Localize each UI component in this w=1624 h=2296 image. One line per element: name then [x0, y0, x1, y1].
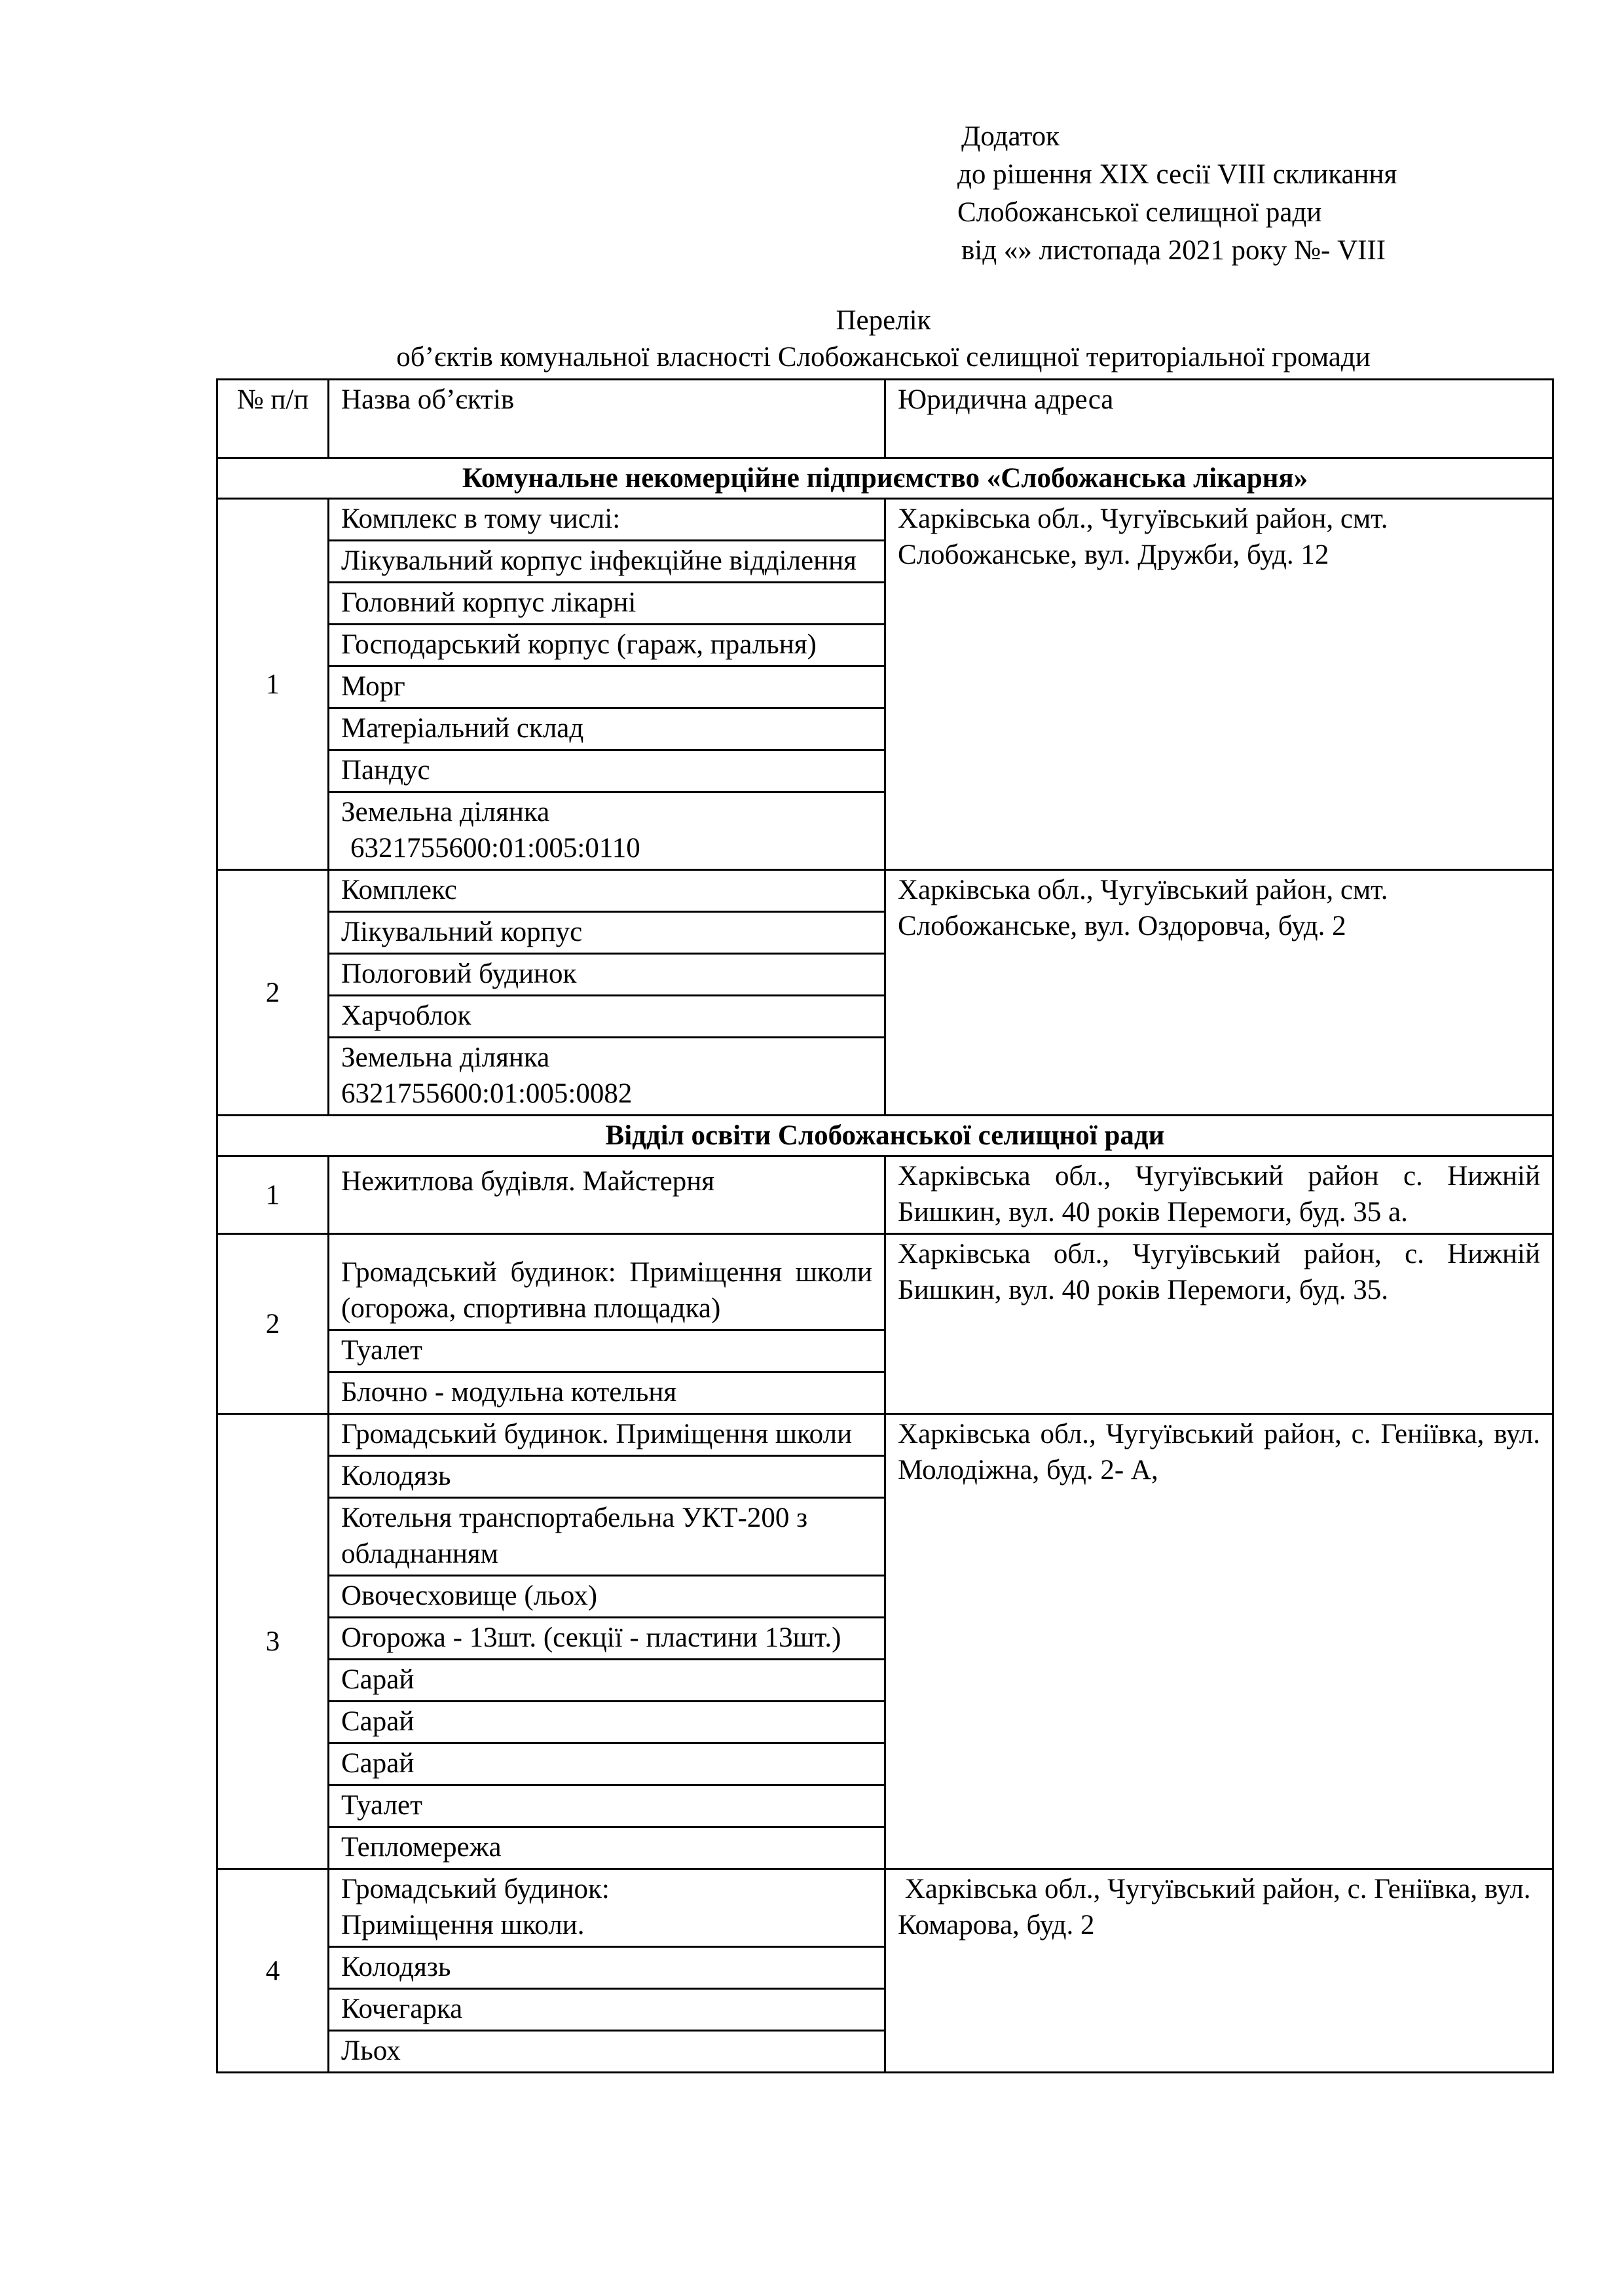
table-row [217, 499, 1553, 541]
land-plot-label: Земельна ділянка [341, 797, 550, 828]
object-name: Льох [329, 2031, 885, 2073]
cadastral-number: 6321755600:01:005:0110 [350, 833, 640, 864]
object-name: Сарай [329, 1743, 885, 1785]
object-name: Пандус [329, 750, 885, 792]
object-name: Колодязь [329, 1947, 885, 1989]
object-name: Сарай [329, 1702, 885, 1743]
object-name: Блочно - модульна котельня [329, 1372, 885, 1414]
cadastral-number: 6321755600:01:005:0082 [341, 1078, 633, 1109]
object-name: Комплекс в тому числі: [329, 499, 885, 541]
header-name: Назва об’єктів [329, 380, 885, 458]
document-title [216, 302, 1551, 376]
title-line-1: Перелік [836, 305, 931, 336]
object-name: Лікувальний корпус [329, 912, 885, 954]
object-name: Огорожа - 13шт. (секції - пластини 13шт.) [329, 1618, 885, 1660]
row-num: 4 [217, 1869, 329, 2073]
object-name: Комплекс [329, 870, 885, 912]
header-num: № п/п [217, 380, 329, 458]
table-header-row [217, 380, 1553, 458]
object-name: Громадський будинок. Приміщення школи [329, 1414, 885, 1456]
annex-line-3: Слобожанської селищної ради [957, 197, 1322, 228]
object-name [329, 1869, 885, 1947]
object-name: Сарай [329, 1660, 885, 1702]
object-name: Тепломережа [329, 1827, 885, 1869]
row-num: 2 [217, 1234, 329, 1414]
annex-line-4: від «» листопада 2021 року №- VIII [961, 235, 1386, 266]
object-name: Матеріальний склад [329, 708, 885, 750]
objects-table [216, 378, 1554, 2073]
annex-block [957, 118, 1397, 270]
object-name: Кочегарка [329, 1989, 885, 2031]
object-address: Харківська обл., Чугуївський район с. Нижній Бишкин, вул. 40 років Перемоги, буд. 35 а. [885, 1156, 1553, 1234]
object-name: Громадський будинок: Приміщення школи (огорожа, спортивна площадка) [329, 1234, 885, 1330]
object-name: Головний корпус лікарні [329, 583, 885, 625]
object-name: Господарський корпус (гараж, пральня) [329, 625, 885, 666]
land-plot-label: Земельна ділянка [341, 1042, 550, 1073]
object-address: Харківська обл., Чугуївський район, с. Геніївка, вул. Молодіжна, буд. 2- А, [885, 1414, 1553, 1869]
object-address: Харківська обл., Чугуївський район, смт. Слобожанське, вул. Оздоровча, буд. 2 [885, 870, 1553, 1116]
row-num: 2 [217, 870, 329, 1116]
table-row [217, 1414, 1553, 1456]
annex-line-2: до рішення XIX сесії VIII скликання [957, 159, 1397, 190]
object-name [329, 792, 885, 870]
object-name: Котельня транспортабельна УКТ-200 з обладнанням [329, 1498, 885, 1576]
object-name: Пологовий будинок [329, 954, 885, 996]
object-name-line-2: Приміщення школи. [341, 1910, 585, 1941]
row-num: 3 [217, 1414, 329, 1869]
object-name: Туалет [329, 1785, 885, 1827]
annex-line-1: Додаток [961, 121, 1060, 152]
table-row [217, 1869, 1553, 1947]
section-title: Відділ освіти Слобожанської селищної ради [217, 1116, 1553, 1156]
row-num: 1 [217, 499, 329, 870]
table-row [217, 870, 1553, 912]
object-address: Харківська обл., Чугуївський район, с. Геніївка, вул. Комарова, буд. 2 [885, 1869, 1553, 2073]
section-row [217, 458, 1553, 499]
object-name: Нежитлова будівля. Майстерня [329, 1156, 885, 1234]
object-name [329, 1038, 885, 1116]
object-name: Лікувальний корпус інфекційне відділення [329, 541, 885, 583]
object-name-line-1: Громадський будинок: [341, 1874, 610, 1904]
object-address: Харківська обл., Чугуївський район, с. Нижній Бишкин, вул. 40 років Перемоги, буд. 35. [885, 1234, 1553, 1414]
section-title: Комунальне некомерційне підприємство «Слобожанська лікарня» [217, 458, 1553, 499]
header-address: Юридична адреса [885, 380, 1553, 458]
object-name: Колодязь [329, 1456, 885, 1498]
row-num: 1 [217, 1156, 329, 1234]
object-name: Овочесховище (льох) [329, 1576, 885, 1618]
section-row [217, 1116, 1553, 1156]
table-row [217, 1234, 1553, 1330]
object-name: Морг [329, 666, 885, 708]
object-address: Харківська обл., Чугуївський район, смт. Слобожанське, вул. Дружби, буд. 12 [885, 499, 1553, 870]
title-line-2: об’єктів комунальної власності Слобожанської селищної територіальної громади [396, 342, 1371, 373]
object-name: Туалет [329, 1330, 885, 1372]
table-row [217, 1156, 1553, 1234]
object-name: Харчоблок [329, 996, 885, 1038]
